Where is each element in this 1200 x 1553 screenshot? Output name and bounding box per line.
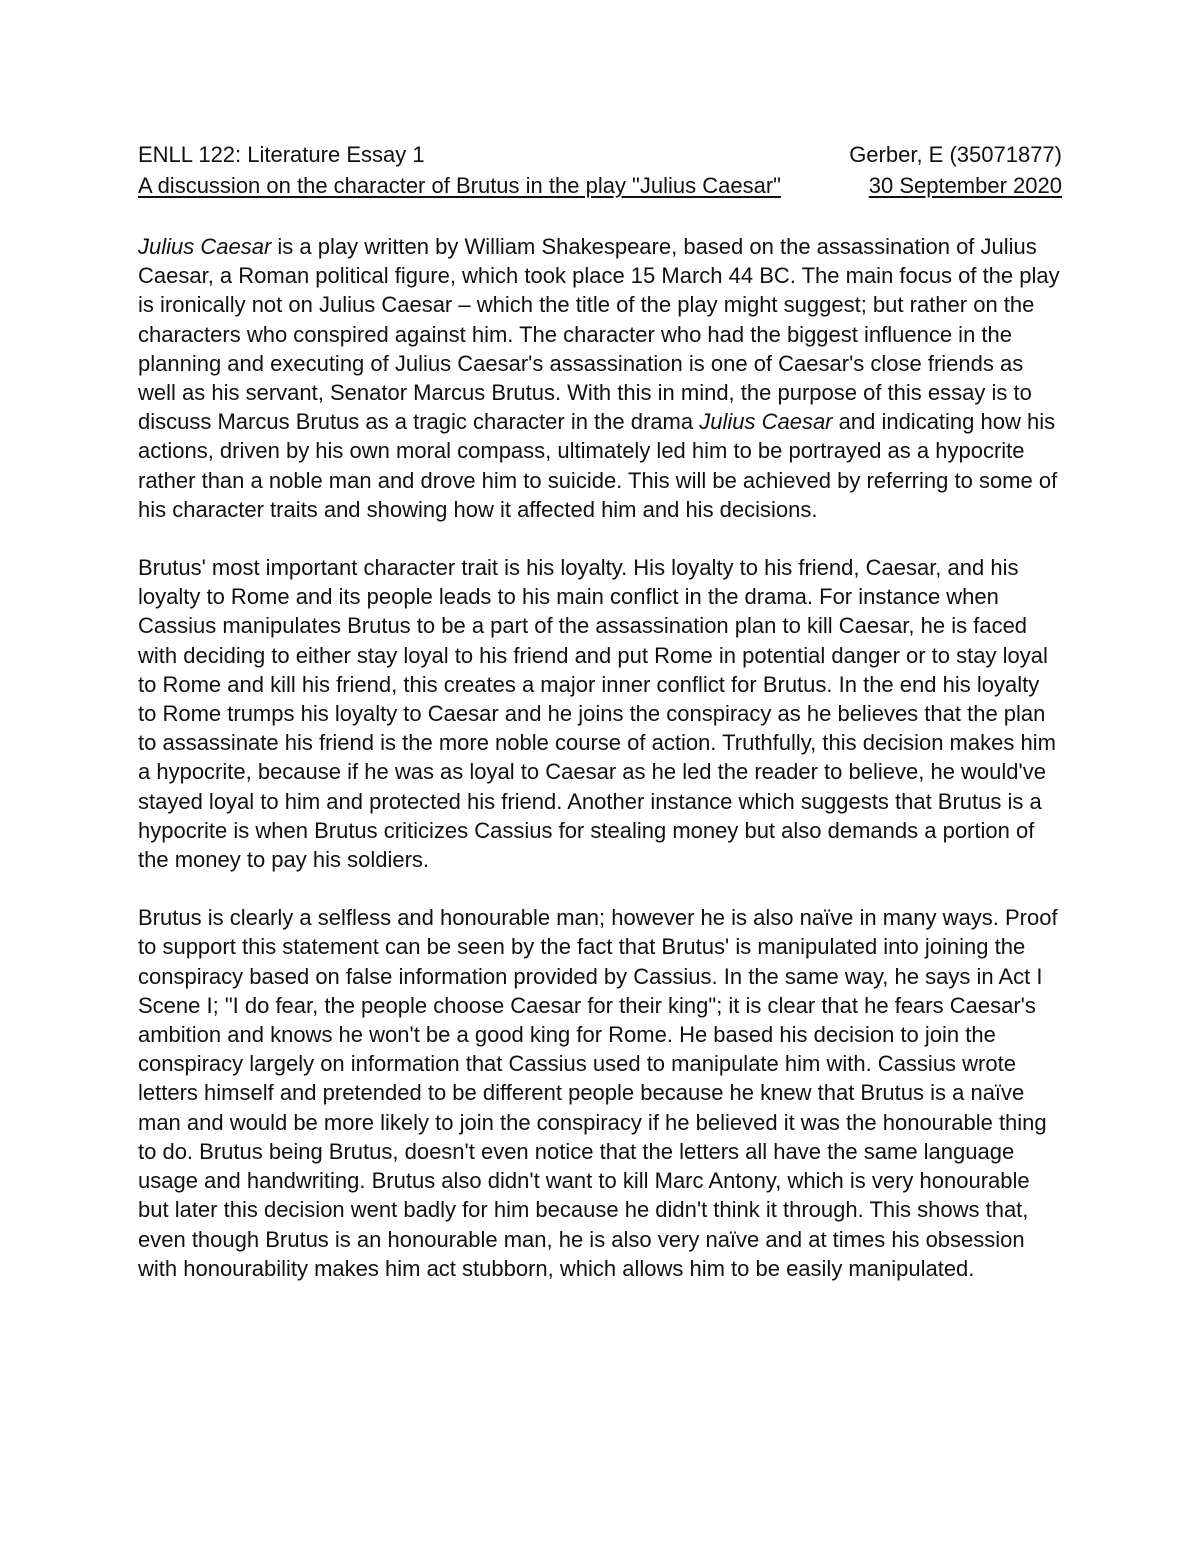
paragraph-introduction	[138, 232, 1062, 524]
essay-date: 30 September 2020	[868, 173, 1062, 198]
course-title: ENLL 122: Literature Essay 1	[138, 142, 425, 167]
paragraph-text: and indicating how his actions, driven by his own moral compass, ultimately led him to be portrayed as a hypocrite rather than a noble man and drove him to suicide. This will be achieved by referring to some of his character traits and showing how it affected him and his decisions.	[138, 409, 1058, 522]
paragraph-text: is a play written by William Shakespeare, based on the assassination of Julius Caesar, a Roman political figure, which took place 15 March 44 BC. The main focus of the play is ironically not on Julius Caesar – which the title of the play might suggest; but rather on the characters who conspired against him. The character who had the biggest influence in the planning and executing of Julius Caesar's assassination is one of Caesar's close friends as well as his servant, Senator Marcus Brutus. With this in mind, the purpose of this essay is to discuss Marcus Brutus as a tragic character in the drama	[138, 234, 1060, 435]
paragraph-naivety: Brutus is clearly a selfless and honourable man; however he is also naïve in many ways. Proof to support this statement can be seen by the fact that Brutus' is manipulated into joining the conspiracy based on false information provided by Cassius. In the same way, he says in Act I Scene I; "I do fear, the people choose Caesar for their king"; it is clear that he fears Caesar's ambition and knows he won't be a good king for Rome. He based his decision to join the conspiracy largely on information that Cassius used to manipulate him with. Cassius wrote letters himself and pretended to be different people because he knew that Brutus is a naïve man and would be more likely to join the conspiracy if he believed it was the honourable thing to do. Brutus being Brutus, doesn't even notice that the letters all have the same language usage and handwriting. Brutus also didn't want to kill Marc Antony, which is very honourable but later this decision went badly for him because he didn't think it through. This shows that, even though Brutus is an honourable man, he is also very naïve and at times his obsession with honourability makes him act stubborn, which allows him to be easily manipulated.	[138, 905, 1058, 1281]
essay-subtitle: A discussion on the character of Brutus in the play "Julius Caesar"	[138, 173, 781, 198]
author-name: Gerber, E (35071877)	[849, 142, 1062, 167]
essay-body	[138, 232, 1062, 1312]
paragraph-loyalty: Brutus' most important character trait is his loyalty. His loyalty to his friend, Caesar, and his loyalty to Rome and its people leads to his main conflict in the drama. For instance when Cassius manipulates Brutus to be a part of the assassination plan to kill Caesar, he is faced with deciding to either stay loyal to his friend and put Rome in potential danger or to stay loyal to Rome and kill his friend, this creates a major inner conflict for Brutus. In the end his loyalty to Rome trumps his loyalty to Caesar and he joins the conspiracy as he believes that the plan to assassinate his friend is the more noble course of action. Truthfully, this decision makes him a hypocrite, because if he was as loyal to Caesar as he led the reader to believe, he would've stayed loyal to him and protected his friend. Another instance which suggests that Brutus is a hypocrite is when Brutus criticizes Cassius for stealing money but also demands a portion of the money to pay his soldiers.	[138, 555, 1056, 873]
play-title: Julius Caesar	[699, 409, 833, 435]
play-title: Julius Caesar	[138, 234, 272, 259]
